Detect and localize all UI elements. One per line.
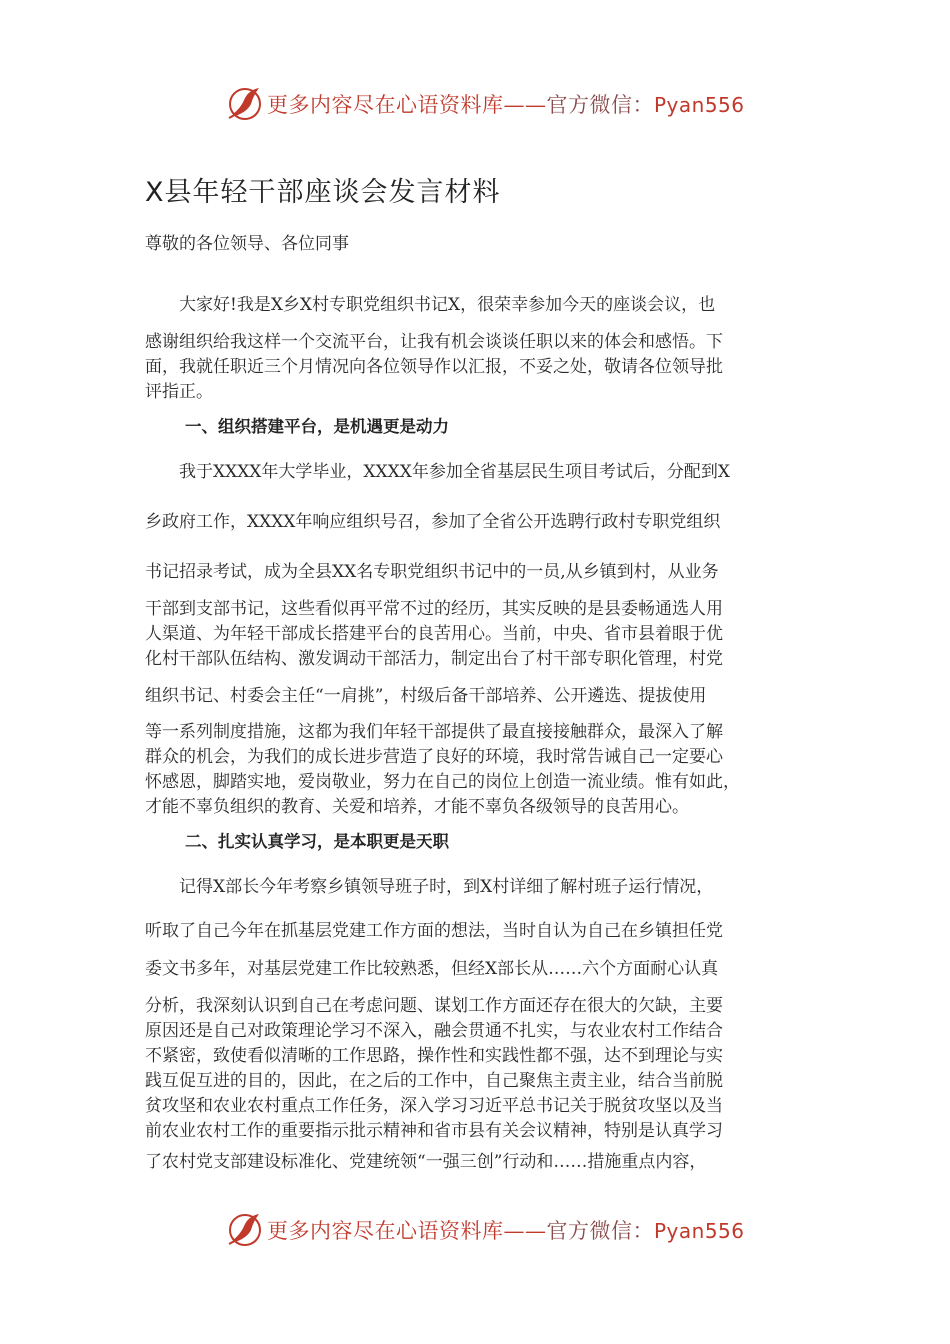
s2-line-10: 了农村党支部建设标准化、党建统领“一强三创”行动和……措施重点内容， — [145, 1152, 707, 1172]
s2-line-3: 委文书多年，对基层党建工作比较熟悉，但经X部长从……六个方面耐心认真 — [145, 959, 719, 979]
banner-separator: —— — [503, 1219, 547, 1243]
pen-logo-icon — [225, 1210, 265, 1250]
s2-line-4: 分析，我深刻认识到自己在考虑问题、谋划工作方面还存在很大的欠缺，主要 — [145, 996, 723, 1016]
s2-line-2: 听取了自己今年在抓基层党建工作方面的想法，当时自认为自己在乡镇担任党 — [145, 921, 723, 941]
s1-line-11: 才能不辜负组织的教育、关爱和培养，才能不辜负各级领导的良苦用心。 — [145, 797, 689, 817]
s1-line-1: 我于XXXX年大学毕业，XXXX年参加全省基层民生项目考试后，分配到X — [179, 462, 730, 482]
banner-separator: —— — [503, 93, 547, 117]
s1-line-10: 怀感恩，脚踏实地，爱岗敬业，努力在自己的岗位上创造一流业绩。惟有如此， — [145, 772, 740, 792]
s1-line-6: 化村干部队伍结构、激发调动干部活力，制定出台了村干部专职化管理，村党 — [145, 649, 723, 669]
s1-line-2: 乡政府工作，XXXX年响应组织号召，参加了全省公开选聘行政村专职党组织 — [145, 512, 721, 532]
s1-line-3: 书记招录考试，成为全县XX名专职党组织书记中的一员,从乡镇到村，从业务 — [145, 562, 719, 582]
s2-line-8: 贫攻坚和农业农村重点工作任务，深入学习习近平总书记关于脱贫攻坚以及当 — [145, 1096, 723, 1116]
s1-line-7: 组织书记、村委会主任“一肩挑”，村级后备干部培养、公开遴选、提拔使用 — [145, 686, 707, 706]
section-2-paragraph — [145, 862, 810, 1180]
s2-line-7: 践互促互进的目的，因此，在之后的工作中，自己聚焦主责主业，结合当前脱 — [145, 1071, 723, 1091]
section-2-heading: 二、扎实认真学习，是本职更是天职 — [185, 832, 449, 851]
s2-line-9: 前农业农村工作的重要指示批示精神和省市县有关会议精神，特别是认真学习 — [145, 1121, 723, 1141]
s1-line-8: 等一系列制度措施，这都为我们年轻干部提供了最直接接触群众，最深入了解 — [145, 722, 723, 742]
banner-wechat-id: Pyan556 — [654, 1219, 745, 1243]
header-banner — [225, 84, 745, 124]
footer-banner — [225, 1210, 745, 1250]
document-body — [145, 170, 810, 1180]
banner-brand-text: 更多内容尽在心语资料库 — [267, 1219, 504, 1243]
s1-line-5: 人渠道、为年轻干部成长搭建平台的良苦用心。当前，中央、省市县着眼于优 — [145, 624, 723, 644]
banner-brand-text: 更多内容尽在心语资料库 — [267, 93, 504, 117]
s2-line-6: 不紧密，致使看似清晰的工作思路，操作性和实践性都不强，达不到理论与实 — [145, 1046, 723, 1066]
banner-wechat-id: Pyan556 — [654, 93, 745, 117]
intro-line-4: 评指正。 — [145, 382, 213, 402]
document-title: X县年轻干部座谈会发言材料 — [145, 177, 501, 208]
intro-line-2: 感谢组织给我这样一个交流平台，让我有机会谈谈任职以来的体会和感悟。下 — [145, 332, 723, 352]
s2-line-5: 原因还是自己对政策理论学习不深入，融会贯通不扎实，与农业农村工作结合 — [145, 1021, 723, 1041]
pen-logo-icon — [225, 84, 265, 124]
section-1-heading: 一、组织搭建平台，是机遇更是动力 — [185, 417, 449, 436]
intro-paragraph — [145, 280, 810, 405]
intro-line-3: 面，我就任职近三个月情况向各位领导作以汇报，不妥之处，敬请各位领导批 — [145, 357, 723, 377]
section-1-paragraph — [145, 447, 810, 820]
s1-line-9: 群众的机会，为我们的成长进步营造了良好的环境，我时常告诫自己一定要心 — [145, 747, 723, 767]
banner-wechat-label: 官方微信： — [546, 1219, 654, 1243]
salutation: 尊敬的各位领导、各位同事 — [145, 234, 349, 254]
intro-line-1: 大家好!我是X乡X村专职党组织书记X，很荣幸参加今天的座谈会议，也 — [179, 295, 716, 315]
s2-line-1: 记得X部长今年考察乡镇领导班子时，到X村详细了解村班子运行情况， — [179, 877, 714, 897]
banner-wechat-label: 官方微信： — [546, 93, 654, 117]
s1-line-4: 干部到支部书记，这些看似再平常不过的经历，其实反映的是县委畅通选人用 — [145, 599, 723, 619]
